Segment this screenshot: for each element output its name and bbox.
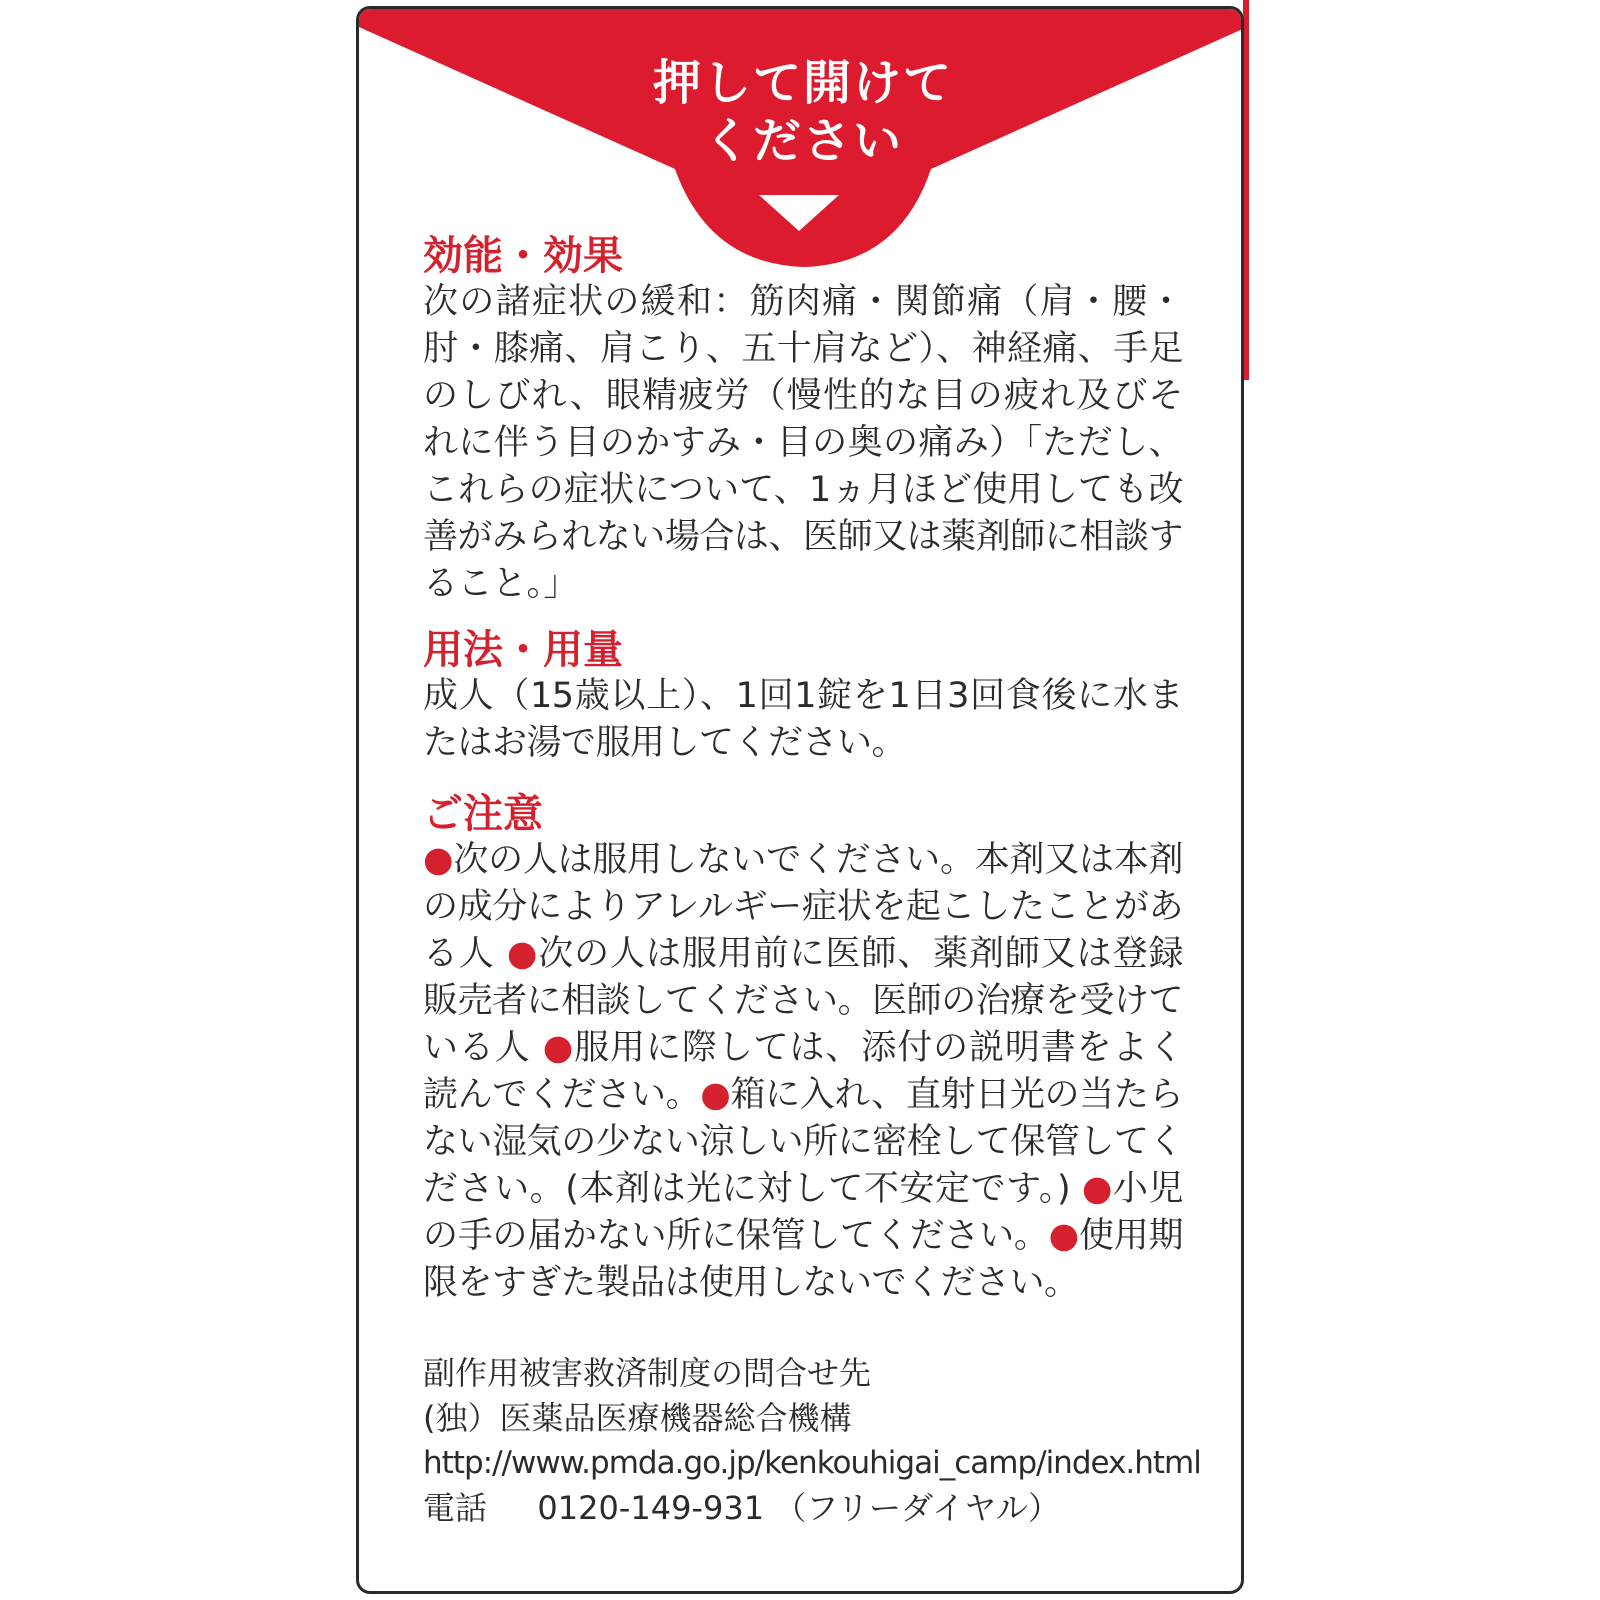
- phone-note: （フリーダイヤル）: [774, 1489, 1060, 1527]
- efficacy-text: 次の諸症状の緩和：筋肉痛・関節痛（肩・腰・肘・膝痛、肩こり、五十肩など）、神経痛、手足のしびれ、眼精疲労（慢性的な目の疲れ及びそれに伴う目のかすみ・目の奥の痛み）「ただし、これらの症状について、1ヵ月ほど使用しても改善がみられない場合は、医師又は薬剤師に相談すること。」: [423, 282, 1183, 604]
- bullet-icon: ●: [542, 1028, 575, 1068]
- bullet-icon: ●: [1081, 1169, 1113, 1209]
- caution-item: 使用期限をすぎた製品は使用しないでください。: [423, 1216, 1183, 1303]
- open-instruction: [359, 54, 1244, 170]
- caution-heading: ご注意: [423, 791, 543, 837]
- contact-phone-line: [423, 1486, 1183, 1531]
- dosage-heading: 用法・用量: [423, 627, 623, 673]
- caution-item: 箱に入れ、直射日光の当たらない湿気の少ない涼しい所に密栓して保管してください。(本剤は光に対して不安定です。): [423, 1075, 1183, 1209]
- relief-contact: [423, 1351, 1201, 1531]
- bullet-icon: ●: [423, 840, 454, 880]
- bullet-icon: ●: [1048, 1216, 1079, 1256]
- caution-item: 小児の手の届かない所に保管してください。: [423, 1169, 1183, 1256]
- open-instruction-line1: 押して開けて: [652, 55, 953, 111]
- phone-number: 0120-149-931: [537, 1489, 765, 1527]
- caution-section: [423, 791, 1183, 1307]
- phone-label: 電話: [423, 1489, 488, 1527]
- contact-organization: (独）医薬品医療機器総合機構: [423, 1399, 852, 1437]
- bullet-icon: ●: [700, 1075, 731, 1115]
- contact-url[interactable]: http://www.pmda.go.jp/kenkouhigai_camp/index.html: [423, 1445, 1201, 1481]
- caution-item: 次の人は服用前に医師、薬剤師又は登録販売者に相談してください。医師の治療を受けている人: [423, 934, 1183, 1068]
- efficacy-heading: 効能・効果: [423, 233, 623, 279]
- caution-text: [423, 837, 1183, 1307]
- efficacy-section: [423, 233, 1183, 608]
- dosage-text: 成人（15歳以上）、1回1錠を1日3回食後に水またはお湯で服用してください。: [423, 676, 1183, 763]
- caution-item: 服用に際しては、添付の説明書をよく読んでください。: [423, 1028, 1183, 1115]
- contact-title: 副作用被害救済制度の問合せ先: [423, 1354, 872, 1392]
- package-panel: [356, 6, 1244, 1594]
- open-instruction-line2: ください: [702, 113, 903, 169]
- bullet-icon: ●: [506, 934, 539, 974]
- dosage-section: [423, 627, 1183, 767]
- caution-item: 次の人は服用しないでください。本剤又は本剤の成分によりアレルギー症状を起こしたことがある人: [423, 840, 1183, 974]
